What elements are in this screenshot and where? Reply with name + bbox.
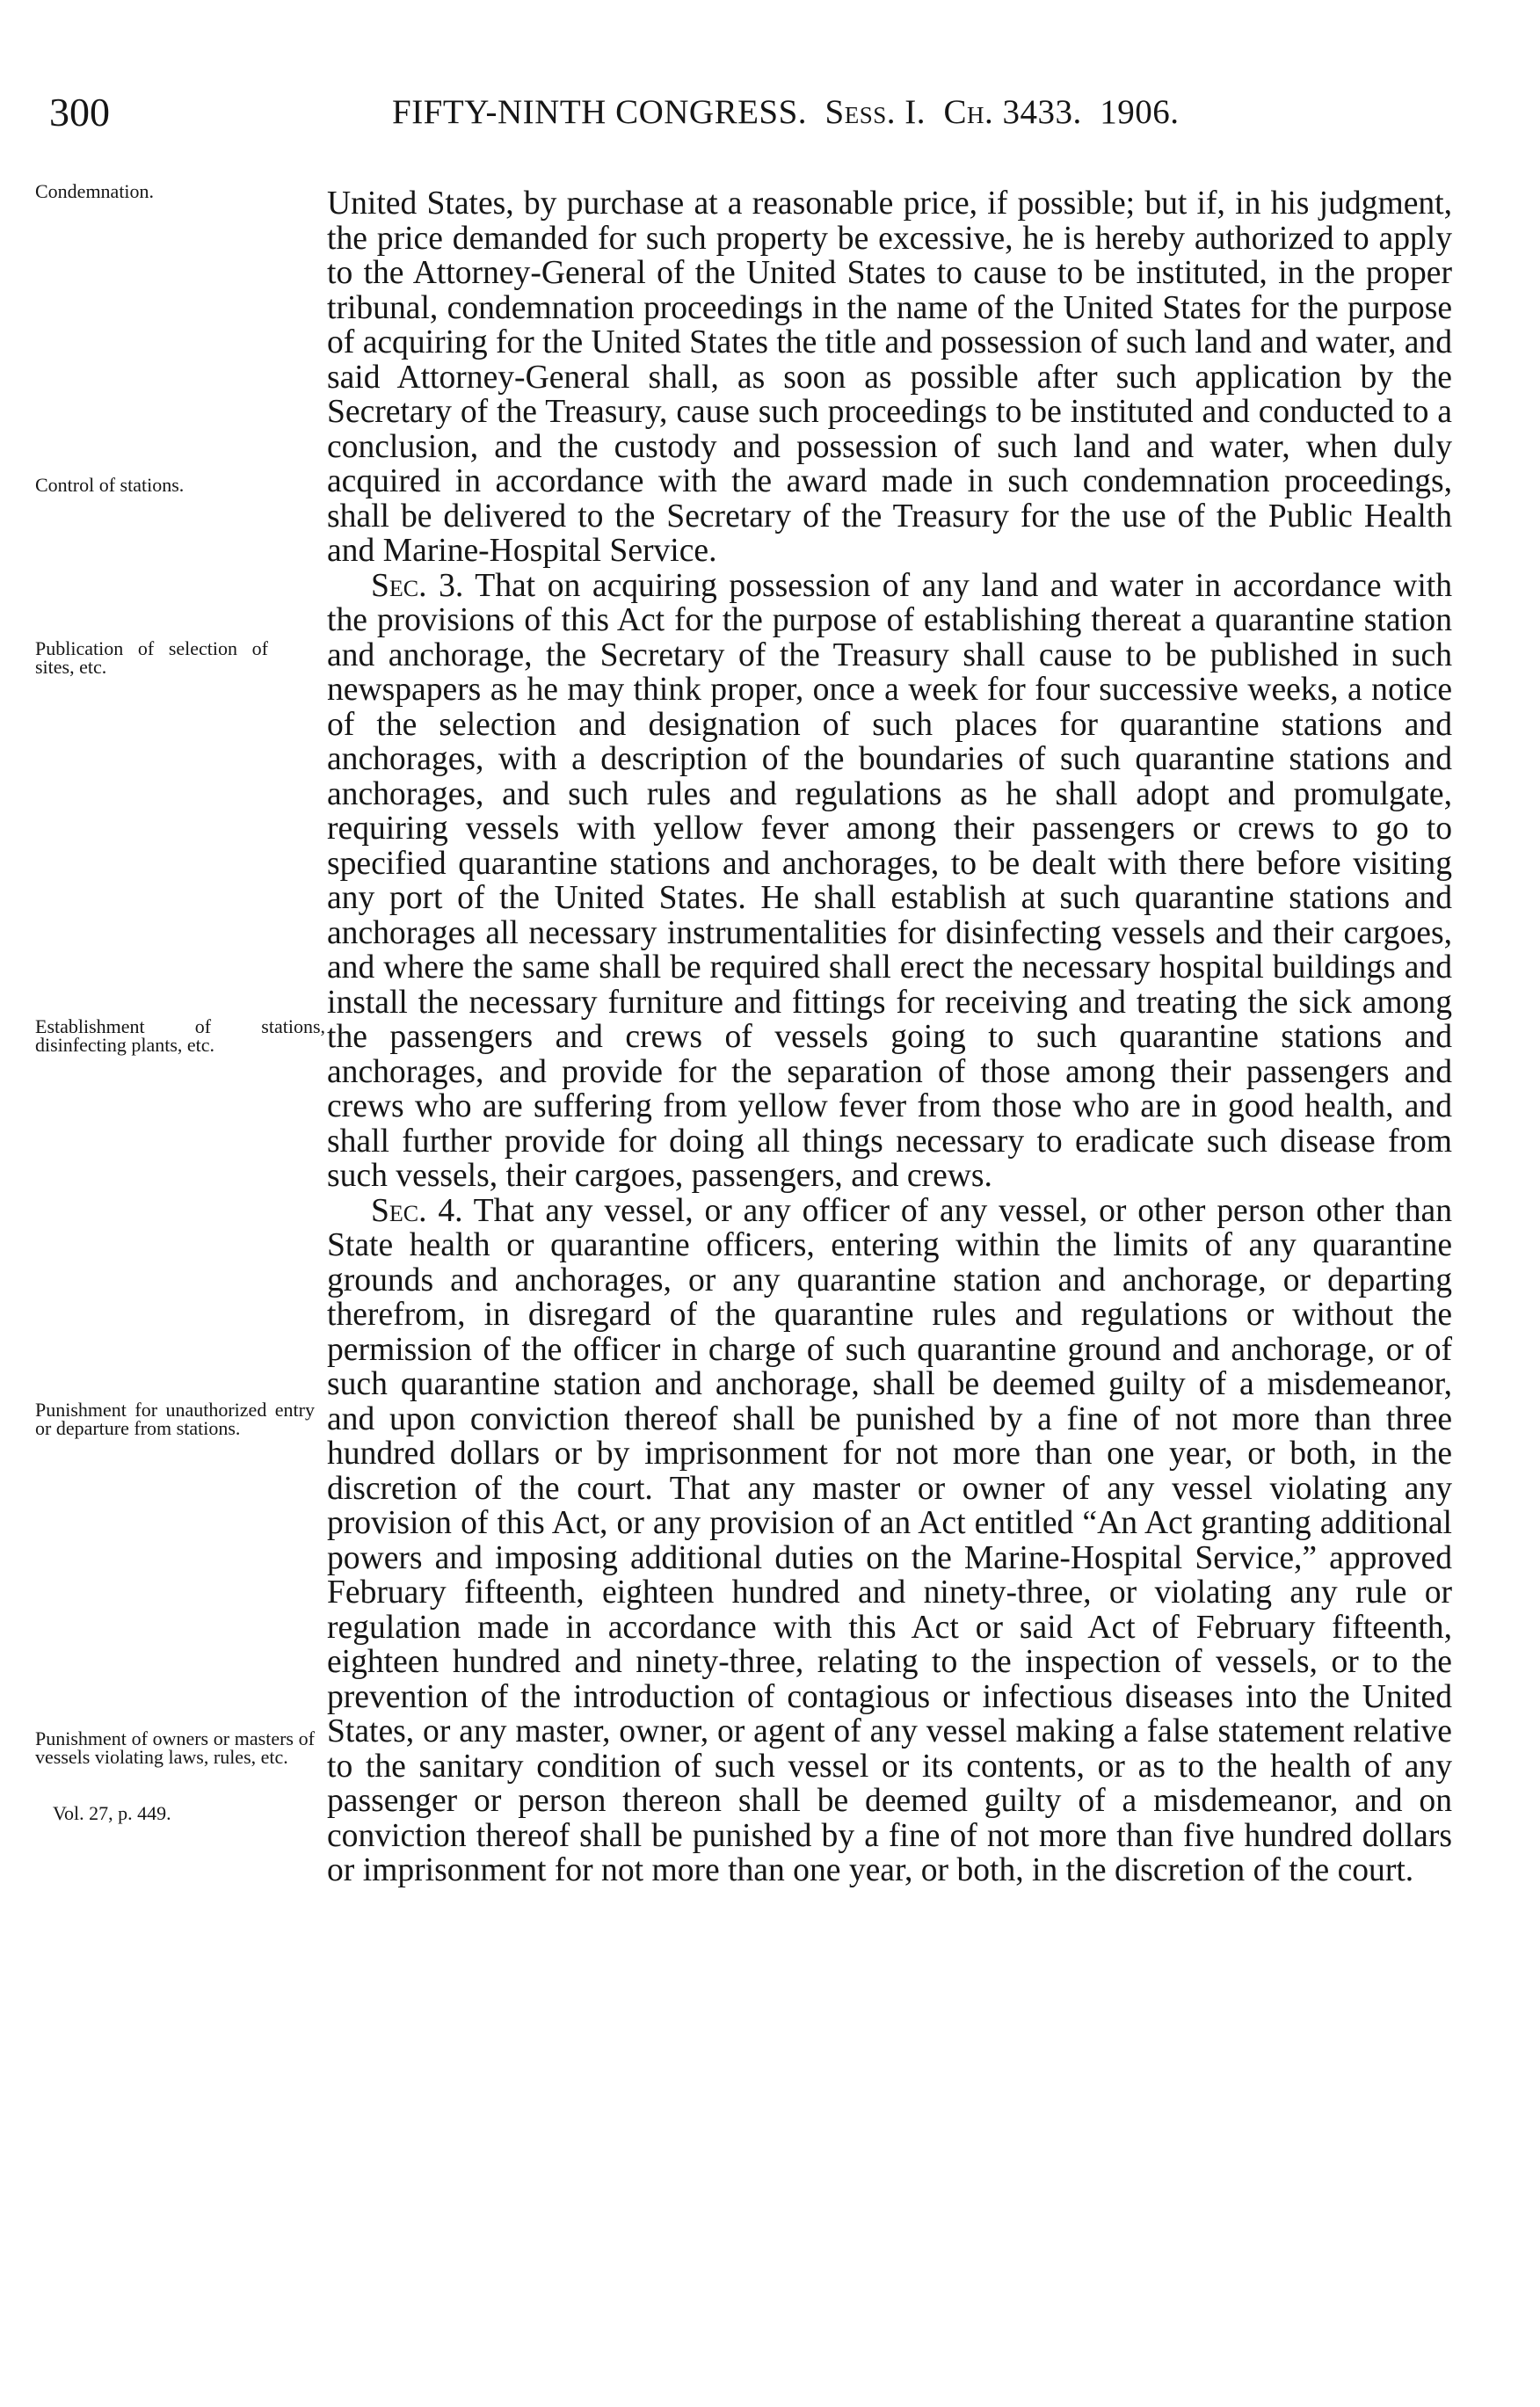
margin-note-citation: Vol. 27, p. 449. xyxy=(53,1802,171,1824)
margin-note-publication: Publication of selection of sites, etc. xyxy=(35,637,268,678)
margin-note-punishment-owners: Punishment of owners or masters of vessels violating laws, rules, etc. xyxy=(35,1727,315,1768)
section-3-label: Sec. 3. xyxy=(371,567,464,604)
body-paragraph-continuation: United States, by purchase at a reasonable price, if possible; but if, in his judgment, the price demanded for such property be excessive, he is hereby authorized to apply to the Attorney-General of the United States to cause to be instituted, in the proper tribunal, condemnation proceedings in the name of the United States for the purpose of acquiring for the United States the title and possession of such land and water, and said Attorney-General shall, as soon as possible after such application by the Secretary of the Treasury, cause such proceedings to be instituted and conducted to a conclusion, and the custody and possession of such land and water, when duly acquired in accordance with the award made in such condemnation proceedings, shall be delivered to the Secretary of the Treasury for the use of the Public Health and Marine-Hospital Service. xyxy=(327,185,1453,569)
section-4-paragraph xyxy=(327,1194,1452,1888)
section-3-text: That on acquiring possession of any land and water in accordance with the provisions of this Act for the purpose of establishing thereat a quarantine station and anchorage, the Secretary of the Treasury shall cause to be published in such newspapers as he may think proper, once a week for four successive weeks, a notice of the selection and designation of such places for quarantine stations and anchorages, with a description of the boundaries of such quarantine stations and anchorages, and such rules and regulations as he shall adopt and promulgate, requiring vessels with yellow fever among their passengers or crews to go to specified quarantine stations and anchorages, to be dealt with there before visiting any port of the United States. He shall establish at such quarantine stations and anchorages all necessary instrumentalities for disinfecting vessels and their cargoes, and where the same shall be required shall erect the necessary hospital buildings and install the necessary furniture and fittings for receiving and treating the sick among the passengers and crews of vessels going to such quarantine stations and anchorages, and provide for the separation of those among their passengers and crews who are suffering from yellow fever from those who are in good health, and shall further provide for doing all things necessary to eradicate such disease from such vessels, their cargoes, passengers, and crews. xyxy=(327,567,1452,1194)
margin-note-punishment-entry: Punishment for unauthorized entry or departure from stations. xyxy=(35,1399,315,1439)
page-header xyxy=(49,86,1378,139)
section-4-label: Sec. 4. xyxy=(371,1192,463,1229)
session-label: Sess. I. xyxy=(824,93,926,131)
margin-note-condemnation: Condemnation. xyxy=(35,180,155,202)
page-number: 300 xyxy=(49,90,110,135)
chapter-label: Ch. 3433. xyxy=(943,93,1082,131)
running-head xyxy=(392,86,1180,139)
congress-title: FIFTY-NINTH CONGRESS. xyxy=(392,93,808,131)
section-3-paragraph xyxy=(327,569,1452,1194)
margin-note-control-of-stations: Control of stations. xyxy=(35,474,185,496)
margin-note-establishment: Establishment of stations, disinfecting plants, etc. xyxy=(35,1015,325,1056)
statute-body xyxy=(327,186,1452,1888)
year-label: 1906. xyxy=(1100,93,1180,131)
section-4-text: That any vessel, or any officer of any vessel, or other person other than State health or quarantine officers, entering within the limits of any quarantine grounds and anchorages, or any quarantine station and anchorage, or departing therefrom, in disregard of the quarantine rules and regulations or without the permission of the officer in charge of such quarantine ground and anchorage, or of such quarantine station and anchorage, shall be deemed guilty of a misdemeanor, and upon conviction thereof shall be punished by a fine of not more than three hundred dollars or by imprisonment for not more than one year, or both, in the discretion of the court. That any master or owner of any vessel violating any provision of this Act, or any provision of an Act entitled “An Act granting additional powers and imposing additional duties on the Marine-Hospital Service,” approved February fifteenth, eighteen hundred and ninety-three, or violating any rule or regulation made in accordance with this Act or said Act of February fifteenth, eighteen hundred and ninety-three, relating to the inspection of vessels, or to the prevention of the introduction of contagious or infectious diseases into the United States, or any master, owner, or agent of any vessel making a false statement relative to the sanitary condition of such vessel or its contents, or as to the health of any passenger or person thereon shall be deemed guilty of a misdemeanor, and on conviction thereof shall be punished by a fine of not more than five hundred dollars or imprisonment for not more than one year, or both, in the discretion of the court. xyxy=(327,1192,1452,1888)
